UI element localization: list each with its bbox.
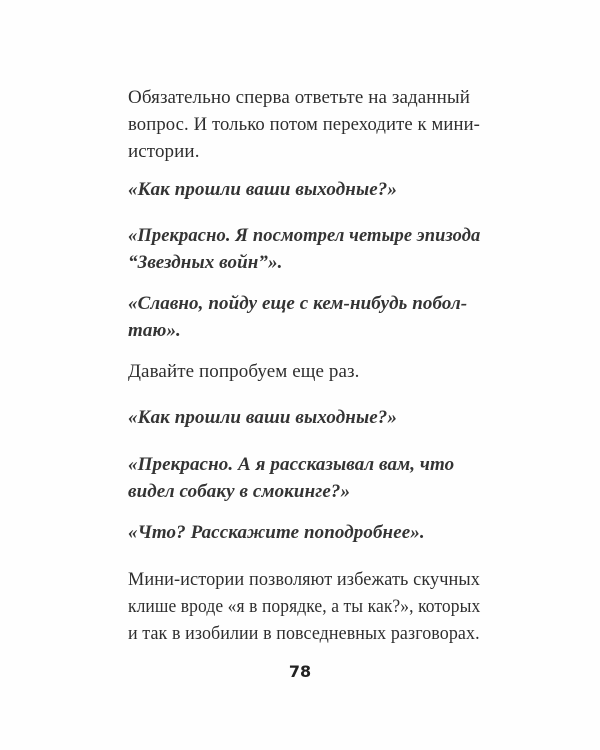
text-line: и так в изобилии в повседневных разговорах. xyxy=(128,623,480,644)
text-line: вопрос. И только потом переходите к мини- xyxy=(128,114,481,135)
page-number: 78 xyxy=(288,662,312,681)
text-line: «Как прошли ваши выходные?» xyxy=(128,407,397,428)
text-line: истории. xyxy=(128,141,200,162)
text-line: “Звездных войн”». xyxy=(128,252,283,273)
dialogue-answer-2 xyxy=(128,451,480,505)
dialogue-answer-1 xyxy=(128,222,480,276)
dialogue-question-2 xyxy=(128,404,480,431)
text-line: клише вроде «я в порядке, а ты как?», которых xyxy=(128,596,481,617)
text-line: Мини-истории позволяют избежать скучных xyxy=(128,569,481,590)
text-line: «Прекрасно. Я посмотрел четыре эпизода xyxy=(128,225,481,246)
text-line: «Что? Расскажите поподробнее». xyxy=(128,522,425,543)
text-line: Обязательно сперва ответьте на заданный xyxy=(128,87,470,108)
text-line: «Славно, пойду еще с кем-нибудь побол- xyxy=(128,293,468,314)
text-line: «Прекрасно. А я рассказывал вам, что xyxy=(128,454,455,475)
dialogue-reply-1 xyxy=(128,290,480,344)
text-line: «Как прошли ваши выходные?» xyxy=(128,179,397,200)
dialogue-question-1 xyxy=(128,176,480,203)
text-line: таю». xyxy=(128,320,181,341)
paragraph-try-again xyxy=(128,358,480,385)
paragraph-conclusion xyxy=(128,566,480,647)
paragraph-intro xyxy=(128,84,480,165)
text-line: Давайте попробуем еще раз. xyxy=(128,361,360,382)
text-line: видел собаку в смокинге?» xyxy=(128,481,351,502)
dialogue-reply-2 xyxy=(128,519,480,546)
